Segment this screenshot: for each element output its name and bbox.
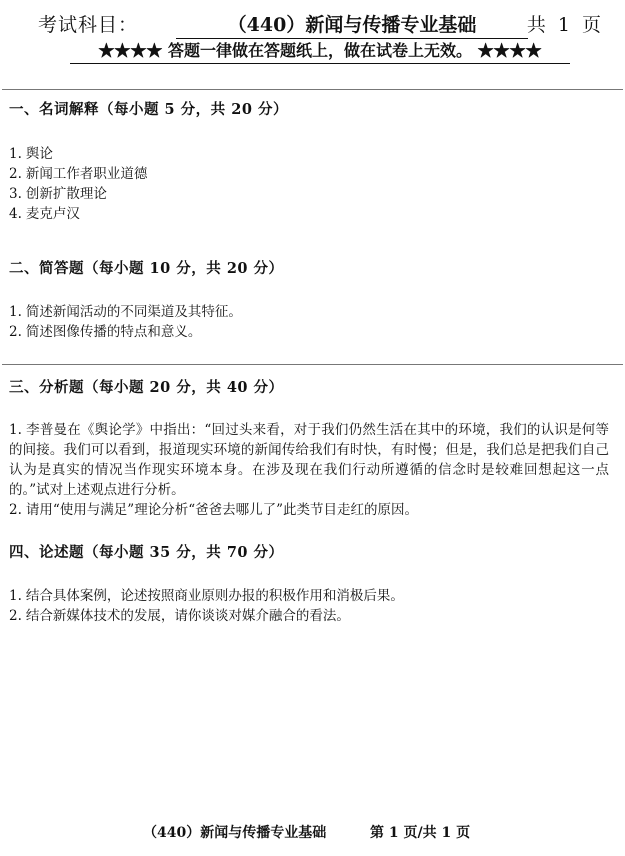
question-item bbox=[9, 420, 609, 500]
question-item bbox=[9, 500, 609, 520]
question-number: 1. bbox=[9, 304, 22, 320]
question-list bbox=[9, 302, 609, 342]
question-number: 3. bbox=[9, 186, 22, 202]
section-title: 一、名词解释（每小题 5 分，共 20 分） bbox=[9, 101, 288, 118]
section-analysis bbox=[9, 376, 609, 520]
question-number: 2. bbox=[9, 324, 22, 340]
section-short-answer bbox=[9, 257, 609, 342]
question-item bbox=[9, 302, 609, 322]
question-list bbox=[9, 586, 609, 626]
question-number: 1. bbox=[9, 588, 22, 604]
question-text: 李普曼在《舆论学》中指出：“回过头来看，对于我们仍然生活在其中的环境，我们的认识是何等的间接。我们可以看到，报道现实环境的新闻传给我们有时快，有时慢；但是，我们总是把我们自己认为是真实的情况当作现实环境本身。在涉及现在我们行动所遵循的信念时是较难回想起这一点的。”试对上述观点进行分析。 bbox=[9, 422, 609, 498]
question-number: 2. bbox=[9, 608, 22, 624]
question-item bbox=[9, 204, 609, 224]
question-text: 麦克卢汉 bbox=[25, 206, 80, 222]
exam-header bbox=[38, 8, 608, 34]
question-item bbox=[9, 184, 609, 204]
question-number: 1. bbox=[9, 146, 22, 162]
section-noun-explanation bbox=[9, 98, 609, 224]
divider bbox=[2, 89, 623, 90]
section-title: 三、分析题（每小题 20 分，共 40 分） bbox=[9, 379, 284, 396]
section-title: 二、简答题（每小题 10 分，共 20 分） bbox=[9, 260, 284, 277]
subject-label: 考试科目： bbox=[38, 14, 139, 36]
question-text: 结合具体案例，论述按照商业原则办报的积极作用和消极后果。 bbox=[25, 588, 404, 604]
question-text: 结合新媒体技术的发展，请你谈谈对媒介融合的看法。 bbox=[25, 608, 350, 624]
question-item bbox=[9, 586, 609, 606]
question-number: 2. bbox=[9, 502, 22, 518]
question-text: 舆论 bbox=[25, 146, 53, 162]
question-list bbox=[9, 144, 609, 224]
question-item bbox=[9, 606, 609, 626]
question-text: 创新扩散理论 bbox=[25, 186, 107, 202]
question-number: 2. bbox=[9, 166, 22, 182]
footer-page-info: 第 1 页/共 1 页 bbox=[370, 825, 471, 841]
question-text: 请用“使用与满足”理论分析“爸爸去哪儿了”此类节目走红的原因。 bbox=[25, 502, 418, 518]
question-text: 新闻工作者职业道德 bbox=[25, 166, 148, 182]
question-item bbox=[9, 322, 609, 342]
divider bbox=[2, 364, 623, 365]
question-number: 4. bbox=[9, 206, 22, 222]
question-item bbox=[9, 144, 609, 164]
subject-value: （440）新闻与传播专业基础 bbox=[176, 10, 528, 39]
footer-subject: （440）新闻与传播专业基础 bbox=[143, 825, 327, 841]
question-item bbox=[9, 164, 609, 184]
question-list bbox=[9, 420, 609, 520]
question-text: 简述新闻活动的不同渠道及其特征。 bbox=[25, 304, 242, 320]
section-essay bbox=[9, 541, 609, 626]
section-title: 四、论述题（每小题 35 分，共 70 分） bbox=[9, 544, 284, 561]
question-text: 简述图像传播的特点和意义。 bbox=[25, 324, 202, 340]
answer-notice: ★★★★ 答题一律做在答题纸上，做在试卷上无效。 ★★★★ bbox=[70, 38, 570, 64]
question-number: 1. bbox=[9, 422, 22, 438]
total-pages: 共 1 页 bbox=[526, 14, 604, 36]
